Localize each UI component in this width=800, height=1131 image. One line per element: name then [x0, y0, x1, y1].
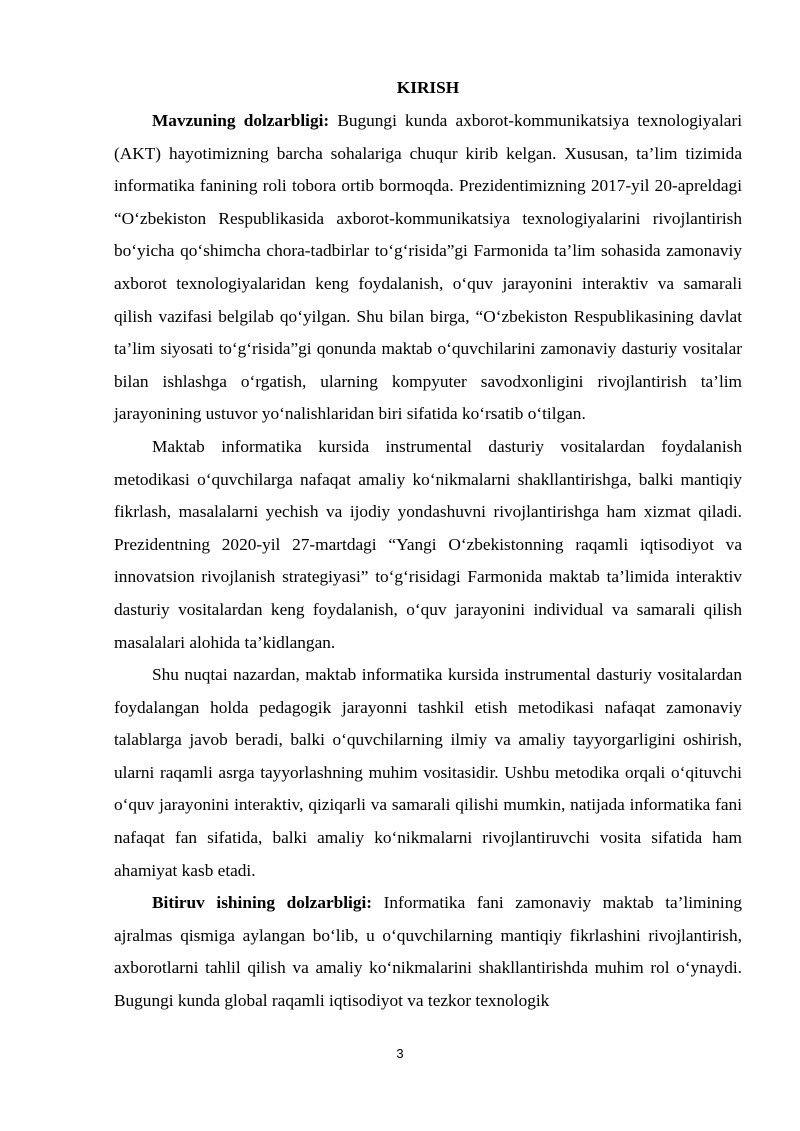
paragraph-perspective: [114, 659, 742, 887]
paragraph-thesis-relevance: [114, 887, 742, 1017]
paragraph-relevance: [114, 105, 742, 431]
paragraph-text: Bugungi kunda axborot-kommunikatsiya texnologiyalari (AKT) hayotimizning barcha sohalariga chuqur kirib kelgan. Xususan, ta’lim tizimida informatika fanining roli tobora ortib bormoqda. Prezidentimizning 2017-yil 20-apreldagi “O‘zbekiston Respublikasida axborot-kommunikatsiya texnologiyalarini rivojlantirish bo‘yicha qo‘shimcha chora-tadbirlar to‘g‘risida”gi Farmonida ta’lim sohasida zamonaviy axborot texnologiyalaridan keng foydalanish, o‘quv jarayonini interaktiv va samarali qilish vazifasi belgilab qo‘yilgan. Shu bilan birga, “O‘zbekiston Respublikasining davlat ta’lim siyosati to‘g‘risida”gi qonunda maktab o‘quvchilarini zamonaviy dasturiy vositalar bilan ishlashga o‘rgatish, ularning kompyuter savodxonligini rivojlantirish ta’lim jarayonining ustuvor yo‘nalishlaridan biri sifatida ko‘rsatib o‘tilgan.: [114, 111, 742, 424]
page-number: 3: [396, 1046, 404, 1061]
paragraph-lead: Bitiruv ishining dolzarbligi:: [152, 893, 373, 913]
document-page: [114, 74, 742, 1018]
paragraph-methodology: [114, 431, 742, 659]
paragraph-text: Informatika fani zamonaviy maktab ta’limining ajralmas qismiga aylangan bo‘lib, u o‘quvchilarning mantiqiy fikrlashini rivojlantirish, axborotlarni tahlil qilish va amaliy ko‘nikmalarini shakllantirishda muhim rol o‘ynaydi. Bugungi kunda global raqamli iqtisodiyot va tezkor texnologik: [114, 893, 742, 1011]
page-title: KIRISH: [396, 78, 460, 97]
paragraph-text: Maktab informatika kursida instrumental dasturiy vositalardan foydalanish metodikasi o‘quvchilarga nafaqat amaliy ko‘nikmalarni shakllantirishga, balki mantiqiy fikrlash, masalalarni yechish va ijodiy yondashuvni rivojlantirishga ham xizmat qiladi. Prezidentning 2020-yil 27-martdagi “Yangi O‘zbekistonning raqamli iqtisodiyot va innovatsion rivojlanish strategiyasi” to‘g‘risidagi Farmonida maktab ta’limida interaktiv dasturiy vositalardan keng foydalanish, o‘quv jarayonini individual va samarali qilish masalalari alohida ta’kidlangan.: [114, 436, 742, 652]
paragraph-text: Shu nuqtai nazardan, maktab informatika kursida instrumental dasturiy vositalardan foydalangan holda pedagogik jarayonni tashkil etish metodikasi nafaqat zamonaviy talablarga javob beradi, balki o‘quvchilarning ilmiy va amaliy tayyorgarligini oshirish, ularni raqamli asrga tayyorlashning muhim vositasidir. Ushbu metodika orqali o‘qituvchi o‘quv jarayonini interaktiv, qiziqarli va samarali qilishi mumkin, natijada informatika fani nafaqat fan sifatida, balki amaliy ko‘nikmalarni rivojlantiruvchi vosita sifatida ham ahamiyat kasb etadi.: [114, 665, 742, 880]
paragraph-lead: Mavzuning dolzarbligi:: [152, 111, 330, 130]
